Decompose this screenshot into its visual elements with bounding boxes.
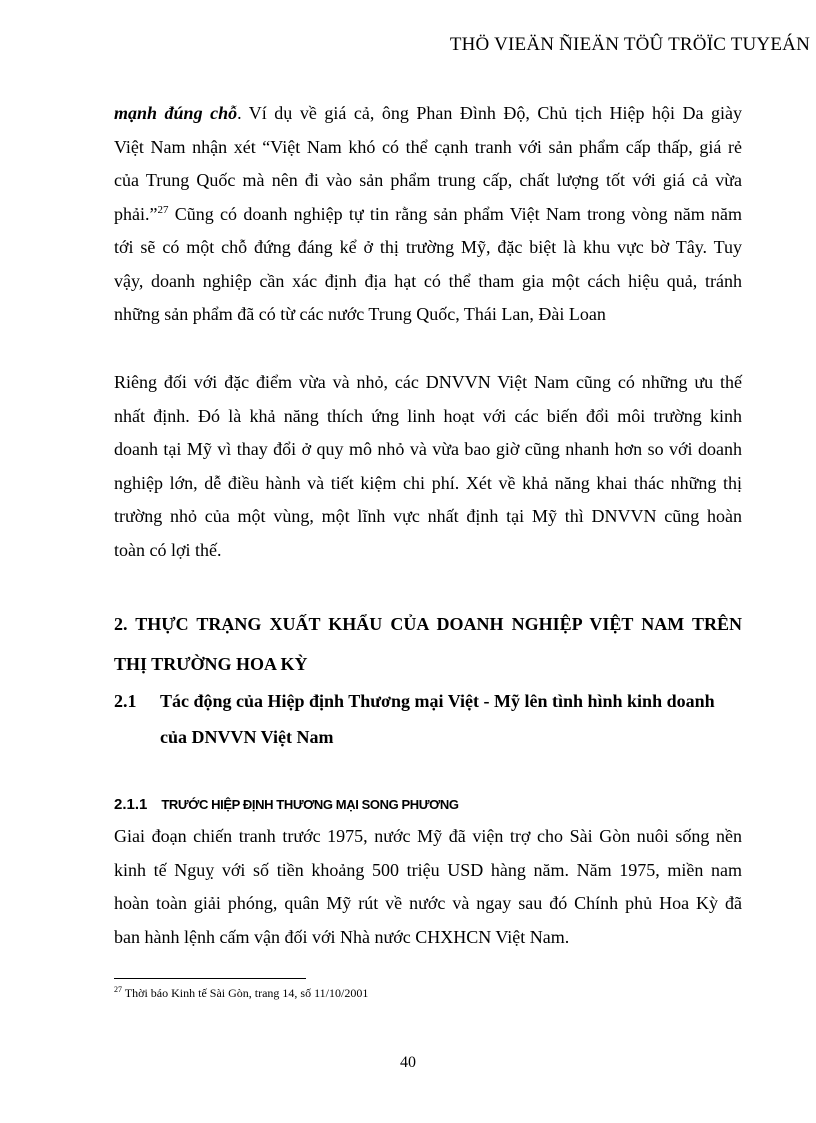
section-heading-2-1: [114, 683, 742, 755]
footnote-divider: [114, 978, 306, 979]
paragraph-line: [114, 97, 742, 131]
paragraph-line: tới sẽ có một chỗ đứng đáng kể ở thị trường Mỹ, đặc biệt là khu vực bờ Tây. Tuy: [114, 237, 742, 257]
heading-line: THỊ TRƯỜNG HOA KỲ: [114, 654, 308, 674]
running-header: THÖ VIEÄN ÑIEÄN TÖÛ TRÖÏC TUYEÁN: [449, 34, 810, 55]
paragraph-line: Giai đoạn chiến tranh trước 1975, nước Mỹ đã viện trợ cho Sài Gòn nuôi sống nền: [114, 826, 742, 846]
line-text: phải.”: [114, 203, 158, 224]
paragraph-line: toàn có lợi thế.: [114, 539, 222, 560]
paragraph-line: trường nhỏ của một vùng, một lĩnh vực nhất định tại Mỹ thì DNVVN cũng hoàn: [114, 506, 742, 526]
heading-line: Tác động của Hiệp định Thương mại Việt - Mỹ lên tình hình kinh doanh: [160, 691, 715, 711]
section-heading-2-1-1: [114, 796, 459, 813]
paragraph-2: [114, 366, 742, 567]
section-title: TRƯỚC HIỆP ĐỊNH THƯƠNG MẠI SONG PHƯƠNG: [161, 797, 459, 812]
heading-line: của DNVVN Việt Nam: [160, 727, 334, 747]
paragraph-line: ban hành lệnh cấm vận đối với Nhà nước CHXHCN Việt Nam.: [114, 926, 570, 947]
footnote-reference[interactable]: 27: [157, 203, 169, 216]
footnote-number: 27: [114, 985, 122, 994]
paragraph-line: vậy, doanh nghiệp cần xác định địa hạt có thể tham gia một cách hiệu quả, tránh: [114, 270, 742, 291]
paragraph-1: [114, 97, 742, 332]
paragraph-line: kinh tế Nguỵ với số tiền khoảng 500 triệu USD hàng năm. Năm 1975, miền nam: [114, 859, 742, 880]
paragraph-line: doanh tại Mỹ vì thay đổi ở quy mô nhỏ và vừa bao giờ cũng nhanh hơn so với doanh: [114, 439, 742, 459]
section-number: 2.1: [114, 691, 137, 711]
emphasis-text: mạnh đúng chỗ: [114, 103, 238, 123]
paragraph-line: hoàn toàn giải phóng, quân Mỹ rút về nước và ngay sau đó Chính phủ Hoa Kỳ đã: [114, 893, 742, 913]
section-number: 2.1.1: [114, 796, 148, 813]
paragraph-line: Việt Nam nhận xét “Việt Nam khó có thể cạnh tranh với sản phẩm cấp thấp, giá rẻ: [114, 136, 742, 157]
paragraph-line: nhất định. Đó là khả năng thích ứng linh hoạt với các biến đổi môi trường kinh: [114, 405, 742, 426]
paragraph-line: [114, 198, 742, 232]
section-heading-2: [114, 604, 742, 684]
paragraph-line: Riêng đối với đặc điểm vừa và nhỏ, các DNVVN Việt Nam cũng có những ưu thế: [114, 372, 742, 392]
paragraph-line: nghiệp lớn, dễ điều hành và tiết kiệm chi phí. Xét về khả năng khai thác những thị: [114, 472, 742, 493]
paragraph-line: những sản phẩm đã có từ các nước Trung Quốc, Thái Lan, Đài Loan: [114, 304, 606, 324]
page-number: 40: [400, 1054, 416, 1071]
footnote-text: Thời báo Kinh tế Sài Gòn, trang 14, số 11/10/2001: [122, 986, 369, 1000]
line-text: . Ví dụ về giá cả, ông Phan Đình Độ, Chủ tịch Hiệp hội Da giày: [237, 103, 742, 123]
footnote: [114, 986, 368, 1001]
line-text: Cũng có doanh nghiệp tự tin rằng sản phẩm Việt Nam trong vòng năm năm: [168, 203, 742, 224]
paragraph-3: [114, 820, 742, 954]
heading-line: 2. THỰC TRẠNG XUẤT KHẨU CỦA DOANH NGHIỆP VIỆT NAM TRÊN: [114, 614, 742, 634]
paragraph-line: của Trung Quốc mà nên đi vào sản phẩm trung cấp, chất lượng tốt với giá cả vừa: [114, 170, 742, 190]
section-title: [160, 683, 742, 755]
